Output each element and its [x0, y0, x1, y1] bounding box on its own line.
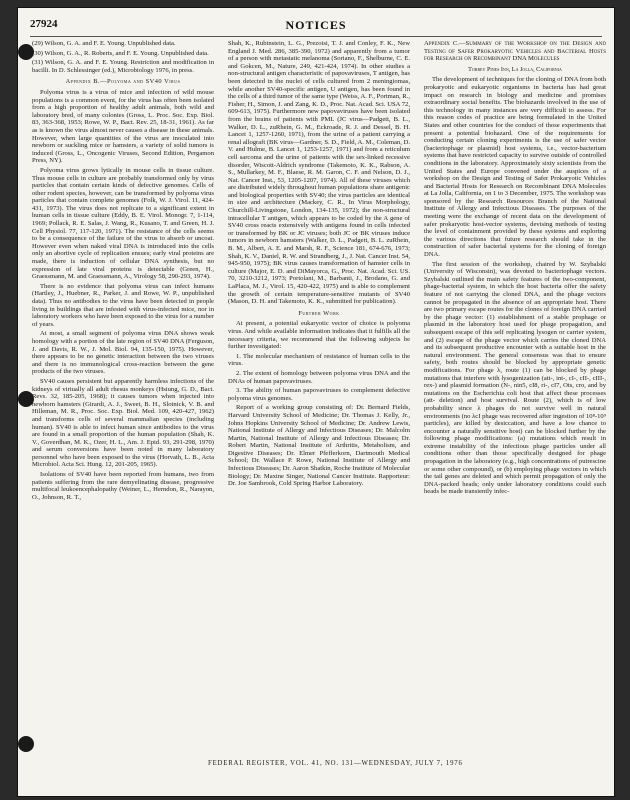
page-footer: FEDERAL REGISTER, VOL. 41, NO. 131—WEDNESDAY, JULY 7, 1976	[208, 760, 463, 767]
document-page	[18, 8, 614, 796]
paragraph: There is no evidence that polyoma virus can infect humans (Hartley, J., Huebner, R., Parker, J. and Rowe, W. P., unpublished data). Thus no antibodies to the virus have been detected in people living in buildings that are infested with virus-infected mice, nor in laboratory workers who have been exposed to the virus for a number of years.	[32, 282, 214, 328]
location-heading: Torrey Pines Inn, La Jolla, California	[468, 65, 562, 73]
reference-30: (30) Wilson, G. A., R. Roberts, and F. E. Young. Unpublished data.	[32, 49, 209, 57]
paragraph: The development of techniques for the cloning of DNA from both prokaryotic and eukaryotic organisms in bacteria has had great impact on research in biology and medicine and promises extraordinary social benefits. The biohazards involved in the use of this technology in many instances are very difficult to assess. For this reason codes of practice are being formulated in the United States and other countries for the conduct of those experiments that present a potential biohazard. One of the requirements for conducting certain cloning experiments is the use of safer vector (bacteriophage or plasmid) host systems, i.e., vector-bacterium systems that have restricted capacity to survive outside of controlled conditions in the laboratory. Approximately sixty scientists from the United States and Europe convened under the auspices of a workshop on the Design and Testing of Safer Prokaryotic Vehicles and Bacterial Hosts for Research on Recombinant DNA Molecules at La Jolla, California, on 1 to 3 December, 1975. The workshop was sponsored by the Research Resources Branch of the National Institute of Allergy and Infectious Diseases. The purposes of the meeting were the exchange of recent data on the development of safer prokaryotic host-vector systems, devising methods of testing the level of containment provided by these systems and exploring the various directions that future research should take in the construction of safer bacterial systems for the cloning of foreign DNA.	[424, 76, 606, 259]
paragraph: Isolations of SV40 have been reported from humans, two from patients suffering from the rare demyelinating disease, progressive multifocal leukoencephalopathy (Weiner, L., Herndon, R., Narayon, O., Johnson, R. T.,	[32, 471, 214, 501]
page-header	[30, 18, 602, 38]
paragraph: SV40 causes persistent but apparently harmless infections of the kidneys of virtually all adult rhesus monkeys (Hsiung, G. D., Bact. Revs. 32, 185-205, 1968); it causes tumors when injected into newborn hamsters (Girardi, A. J., Sweet, B. H., Slotnick, V. B. and Hilleman, M. R., Proc. Soc. Exp. Biol. Med. 109, 420-427, 1962) and transforms cells of several mammalian species (including human). SV40 is able to infect human since antibodies to the virus are found in a small proportion of the human population (Shah, K. V., Goverdhan, M. K., Ozer, H. L., Am. J. Epid. 93, 291-298, 1970) and serum conversions have been noted in many laboratory personnel who have been exposed to the virus (Horvath, L. B., Acta Microbiol. Acta Sci. Hung. 12, 201-205, 1965).	[32, 377, 214, 469]
paragraph: Report of a working group consisting of: Dr. Bernard Fields, Harvard University School of Medicine; Dr. Thomas J. Kelly, Jr., Johns Hopkins University School of Medicine; Dr. Andrew Lewis, National Institute of Allergy and Infectious Diseases; Dr. Malcolm Martin, National Institute of Allergy and Infectious Diseases; Dr. Robert Martin, National Institute of Arthritis, Metabolism, and Digestive Diseases; Dr. Elmer Pfefferkorn, Dartmouth Medical School; Dr. Wallace P. Rowe, National Institute of Allergy and Infectious Diseases; Dr. Aaron Shatkin, Roche Institute of Molecular Biology; Dr. Maxine Singer, National Cancer Institute. Rapporteur: Dr. Joe Sambrook, Cold Spring Harbor Laboratory.	[228, 404, 410, 488]
header-rule	[30, 36, 602, 37]
page-title: NOTICES	[285, 18, 347, 32]
paragraph: Shah, K., Rubinstein, L. G., Prezoisi, T. J. and Conley, F. K., New England J. Med. 286, 385-390, 1972) and apparently from a tumor of a person with metastatic melanoma (Soriano, F., Shelburne, C. E. and Gokcen, M., Nature, 249, 421-424, 1974). In other studies a non-structural antigen characteristic of papovaviruses, T antigen, has been detected in the nuclei of cells cultured from 2 meningiomas, while another SV40-specific antigen, U antigen, has been found in the cells of a third tumor of the same type (Weiss, A. F., Portman, R., Fisher, H., Simon, J. and Zang, K. D., Proc. Nat. Acad. Sci. USA 72, 609-613, 1975). Furthermore new papovaviruses have been isolated from the brains of patients with PML (JC virus—Padgett, B. L., Walker, D. L., zuRhein, G. M., Eckroade, R. J. and Dessel, B. H. Lancet 1, 1257-1260, 1971), from the urine of a patient carrying a renal allograft (BK virus—Gardner, S. D., Field, A. M., Coleman, D. V. and Hulme, B. Lancet 1, 1253-1257, 1971) and from a reticulum cell sarcoma and the urine of patients with the sex-linked recessive disorder, Wiscott-Aldrich syndrome (Takemoto, K. K., Rabson, A. S., Mullarkey, M. F., Blaese, R. M. Garon, C. F. and Nelson, D. J., Nat. Cancer Inst., 53, 1205-1207, 1974). All of these viruses which are distributed widely throughout human populations share antigenic and biological properties with SV40; the virus particles are identical in size and architecture (Mackey, C. R., In Virus Morphology, Churchill-Livingstone, London, 134-135, 1972); the non-structural intracellular T antigen, which appears to be coded by the A gene of SV40 cross reacts extensively with antigens found in cells infected or transformed by BK or JC viruses; both JC or BK viruses induce tumors in newborn hamsters (Walker, D. L., Padgett, B. L. zuRhein, B. M., Albert, A. E. and Marsh, R. F., Science 181, 674-676, 1973; Shah, K. V., Daniel, R. W. and Strandberg, J., J. Nat. Cancer Inst. 54, 945-950, 1975); BK virus causes transformation of hamster cells in culture (Major, E. D. and DiMayorca, G., Proc. Nat. Acad. Sci. US. 70, 3210-3212, 1973; Portolani, M., Barbanti, J., Brodano, G. and LaPlaca, M. J., Virol. 15, 420-422, 1975) and is able to complement the growth of certain temperature-sensitive mutants of SV40 (Mason, D. H. and Takemoto, K. K., submitted for publication).	[228, 40, 410, 306]
paragraph: The first session of the workshop, chaired by W. Szybalski (University of Wisconsin), was devoted to bacteriophage vectors. Szybalski outlined the main safety features of the two-component, phage-bacterial system, in which the host bacteria offer the safety feature of not carrying the cloned DNA, and the phage vectors cannot be propagated in the absence of an appropriate host. There are two primary escape routes for the clones of foreign DNA carried by the phage vector: (1) establishment of a stable prophage or plasmid in the laboratory host used for phage propagation, and subsequent escape of this self replicating lysogen or carrier system, and (2) escape of the phage vector which carries the cloned DNA and its subsequent productive encounter with a suitable host in the natural environment. The general consensus was that to ensure safety, both routes should be blocked by appropriate genetic modifications. For phage λ, route (1) can be blocked by phage mutations that interfere with lysogenization (att-, int-, cI-, cII-, cIII-, rex-) and plasmid formation (N-, nin5, cI8, ri-, cI7, Ots, cro, and by mutations on the Escherichia coli host that affect these processes (att- deletion) and host survival. Route (2), which is of low probability since λ phages do not survive well in natural environments (no λcI phage was recovered after ingestion of 10⁸-10⁹ particles), are killed by desiccation, and have a low chance to encounter a naturally sensitive host) can be blocked further by the following phage modifications: (a) mutations which result in extreme instability of the infectious phage particles under all conditions other than those specifically designed for phage propagation in the laboratory (e.g., high concentrations of putrescine or some other compound), or (b) employing phage vectors in which the tail genes are deleted and which permit propagation of only the DNA-packed heads; only under laboratory conditions could such heads be made transiently infec-	[424, 260, 606, 496]
list-item: 1. The molecular mechanism of resistance of human cells to the virus.	[228, 352, 410, 368]
appendix-b-heading: Appendix B.—Polyoma and SV40 Virus	[65, 78, 181, 86]
paragraph: At present, a potential eukaryotic vector of choice is polyoma virus. And while available information indicates that it fulfills all the necessary criteria, we recommend that the following subjects be further investigated:	[228, 320, 410, 351]
appendix-c-heading: Appendix C.—Summary of the Workshop on the Design and Testing of Safer Prokaryotic Vehicles and Bacterial Hosts for Research on Recombinant DNA Molecules	[424, 40, 606, 63]
reference-31: (31) Wilson, G. A. and F. E. Young. Restriction and modification in bacilli. In D. Schlessinger (ed.), Microbiology 1976, in press.	[32, 59, 214, 74]
paragraph: Polyoma virus grows lytically in mouse cells in tissue culture. Thus mouse cells in culture are probably transformed only by virus particles that contain certain kinds of defective genomes. Cells of other rodent species, however, can be transformed by polyoma virus particles that contain complete genomes (Folk, W. J. Virol. 11, 424-431, 1973). The virus does not replicate to a significant extent in human cells in tissue culture (Eddy, B. E. Virol. Monogr. 7, 1-114, 1969; Pollack, R. E. Salas, J. Wang, R., Kusano, T. and Green, H. J. Cell Physiol. 77, 117-120, 1971). The resistance of the cells seems to be a consequence of the failure of the virus to absorb or uncoat. However even when naked viral DNA is introduced into the cells only an abortive cycle of replication ensues; early viral proteins are made, there is induction of cellular DNA synthesis, but no expression of late viral proteins is detectable (Green, H., Graessmann, M. and Graessmann, A., Virology 58, 290-293, 1974).	[32, 166, 214, 281]
column-1	[32, 40, 214, 752]
reference-29: (29) Wilson, G. A. and F. E. Young. Unpublished data.	[32, 40, 176, 47]
column-2	[228, 40, 410, 752]
page-number: 27924	[30, 18, 58, 30]
further-work-heading: Further Work	[298, 309, 340, 317]
paragraph: At most, a small segment of polyoma virus DNA shows weak homology with a portion of the late region of SV40 DNA (Ferguson, J. and Davis, R. W., J. Mol. Biol. 94, 135-150, 1975). However, there appears to be no genetic interaction between the two viruses and there is no immunological cross-reaction between the gene products of the two viruses.	[32, 330, 214, 376]
list-item: 2. The extent of homology between polyoma virus DNA and the DNAs of human papovaviruses.	[228, 369, 410, 385]
list-item: 3. The ability of human papovaviruses to complement defective polyoma virus genomes.	[228, 387, 410, 402]
paragraph: Polyoma virus is a virus of mice and infection of wild mouse populations is a common event, for the virus has often been isolated from a high proportion of healthy adult animals, both wild and laboratory bred, of many colonies (Gross, L. Proc. Soc. Exp. Biol. 83, 363-368, 1953; Rowe, W. P., Bact. Rev. 25, 18-31, 1961). As far as is known the virus almost never causes a disease in these animals. However, when large quantities of the virus are inoculated into newborn or suckling mice or hamsters, a variety of solid tumors is induced (Gross, L., Oncogenic Viruses, Second Edition, Pergamon Press, NY).	[32, 88, 214, 165]
column-3	[424, 40, 606, 752]
